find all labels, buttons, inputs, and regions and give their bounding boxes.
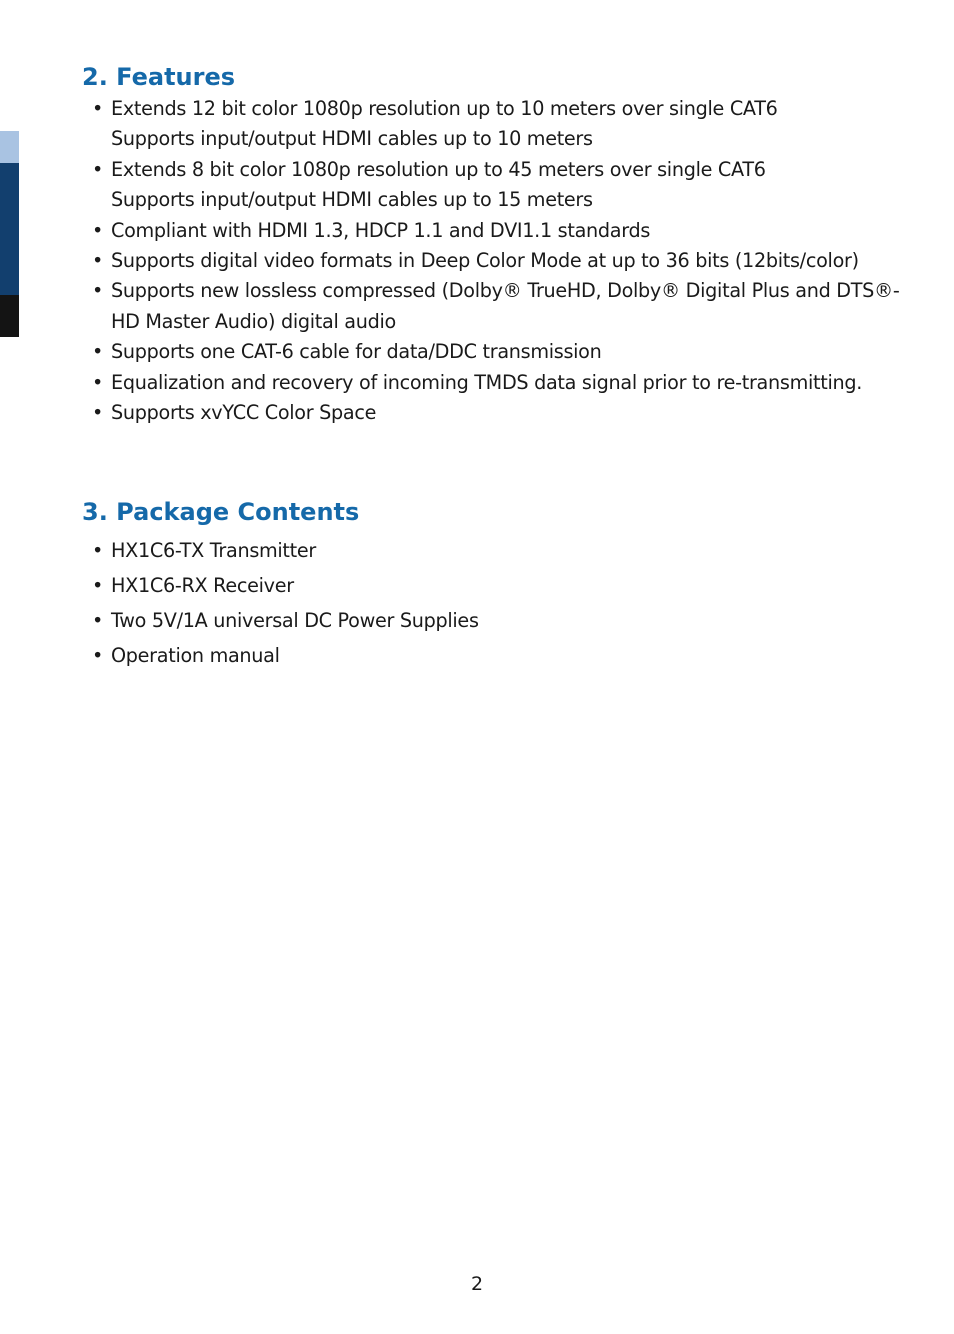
package-contents-heading: 3. Package Contents bbox=[82, 498, 360, 526]
feature-item-line: • Supports one CAT-6 cable for data/DDC transmission bbox=[111, 340, 602, 364]
edge-tab-light-segment bbox=[0, 131, 19, 163]
feature-item bbox=[92, 337, 912, 367]
feature-item-line: • Supports xvYCC Color Space bbox=[111, 401, 377, 425]
package-item bbox=[92, 568, 912, 603]
features-list bbox=[92, 94, 912, 428]
feature-item-line: • Extends 12 bit color 1080p resolution up to 10 meters over single CAT6 bbox=[111, 97, 778, 120]
feature-item-line: Supports input/output HDMI cables up to 10 meters bbox=[111, 127, 593, 151]
features-heading: 2. Features bbox=[82, 63, 236, 91]
feature-item bbox=[92, 368, 912, 398]
package-item bbox=[92, 533, 912, 568]
feature-item-line: Supports input/output HDMI cables up to 15 meters bbox=[111, 188, 593, 212]
feature-item bbox=[92, 398, 912, 428]
feature-item bbox=[92, 216, 912, 246]
feature-item-line: • Supports digital video formats in Deep Color Mode at up to 36 bits (12bits/color) bbox=[111, 249, 859, 273]
package-item-line: • Two 5V/1A universal DC Power Supplies bbox=[111, 609, 479, 632]
package-item-line: • HX1C6-TX Transmitter bbox=[111, 539, 316, 562]
package-item-line: • HX1C6-RX Receiver bbox=[111, 574, 294, 597]
feature-item-line: HD Master Audio) digital audio bbox=[111, 309, 396, 333]
page-number: 2 bbox=[470, 1273, 484, 1295]
package-item bbox=[92, 638, 912, 673]
feature-item-line: • Equalization and recovery of incoming TMDS data signal prior to re-transmitting. bbox=[111, 370, 863, 394]
feature-item bbox=[92, 246, 912, 276]
feature-item bbox=[92, 94, 912, 155]
edge-tab-dark-segment bbox=[0, 163, 19, 295]
package-contents-list bbox=[92, 533, 912, 673]
package-item-line: • Operation manual bbox=[111, 644, 280, 667]
feature-item-line: • Supports new lossless compressed (Dolby® TrueHD, Dolby® Digital Plus and DTS®- bbox=[111, 279, 900, 303]
feature-item-line: • Compliant with HDMI 1.3, HDCP 1.1 and DVI1.1 standards bbox=[111, 218, 651, 242]
edge-tab-marker bbox=[0, 131, 19, 337]
edge-tab-black-segment bbox=[0, 295, 19, 337]
feature-item-line: • Extends 8 bit color 1080p resolution up to 45 meters over single CAT6 bbox=[111, 157, 766, 181]
feature-item bbox=[92, 276, 912, 337]
package-item bbox=[92, 603, 912, 638]
feature-item bbox=[92, 155, 912, 216]
